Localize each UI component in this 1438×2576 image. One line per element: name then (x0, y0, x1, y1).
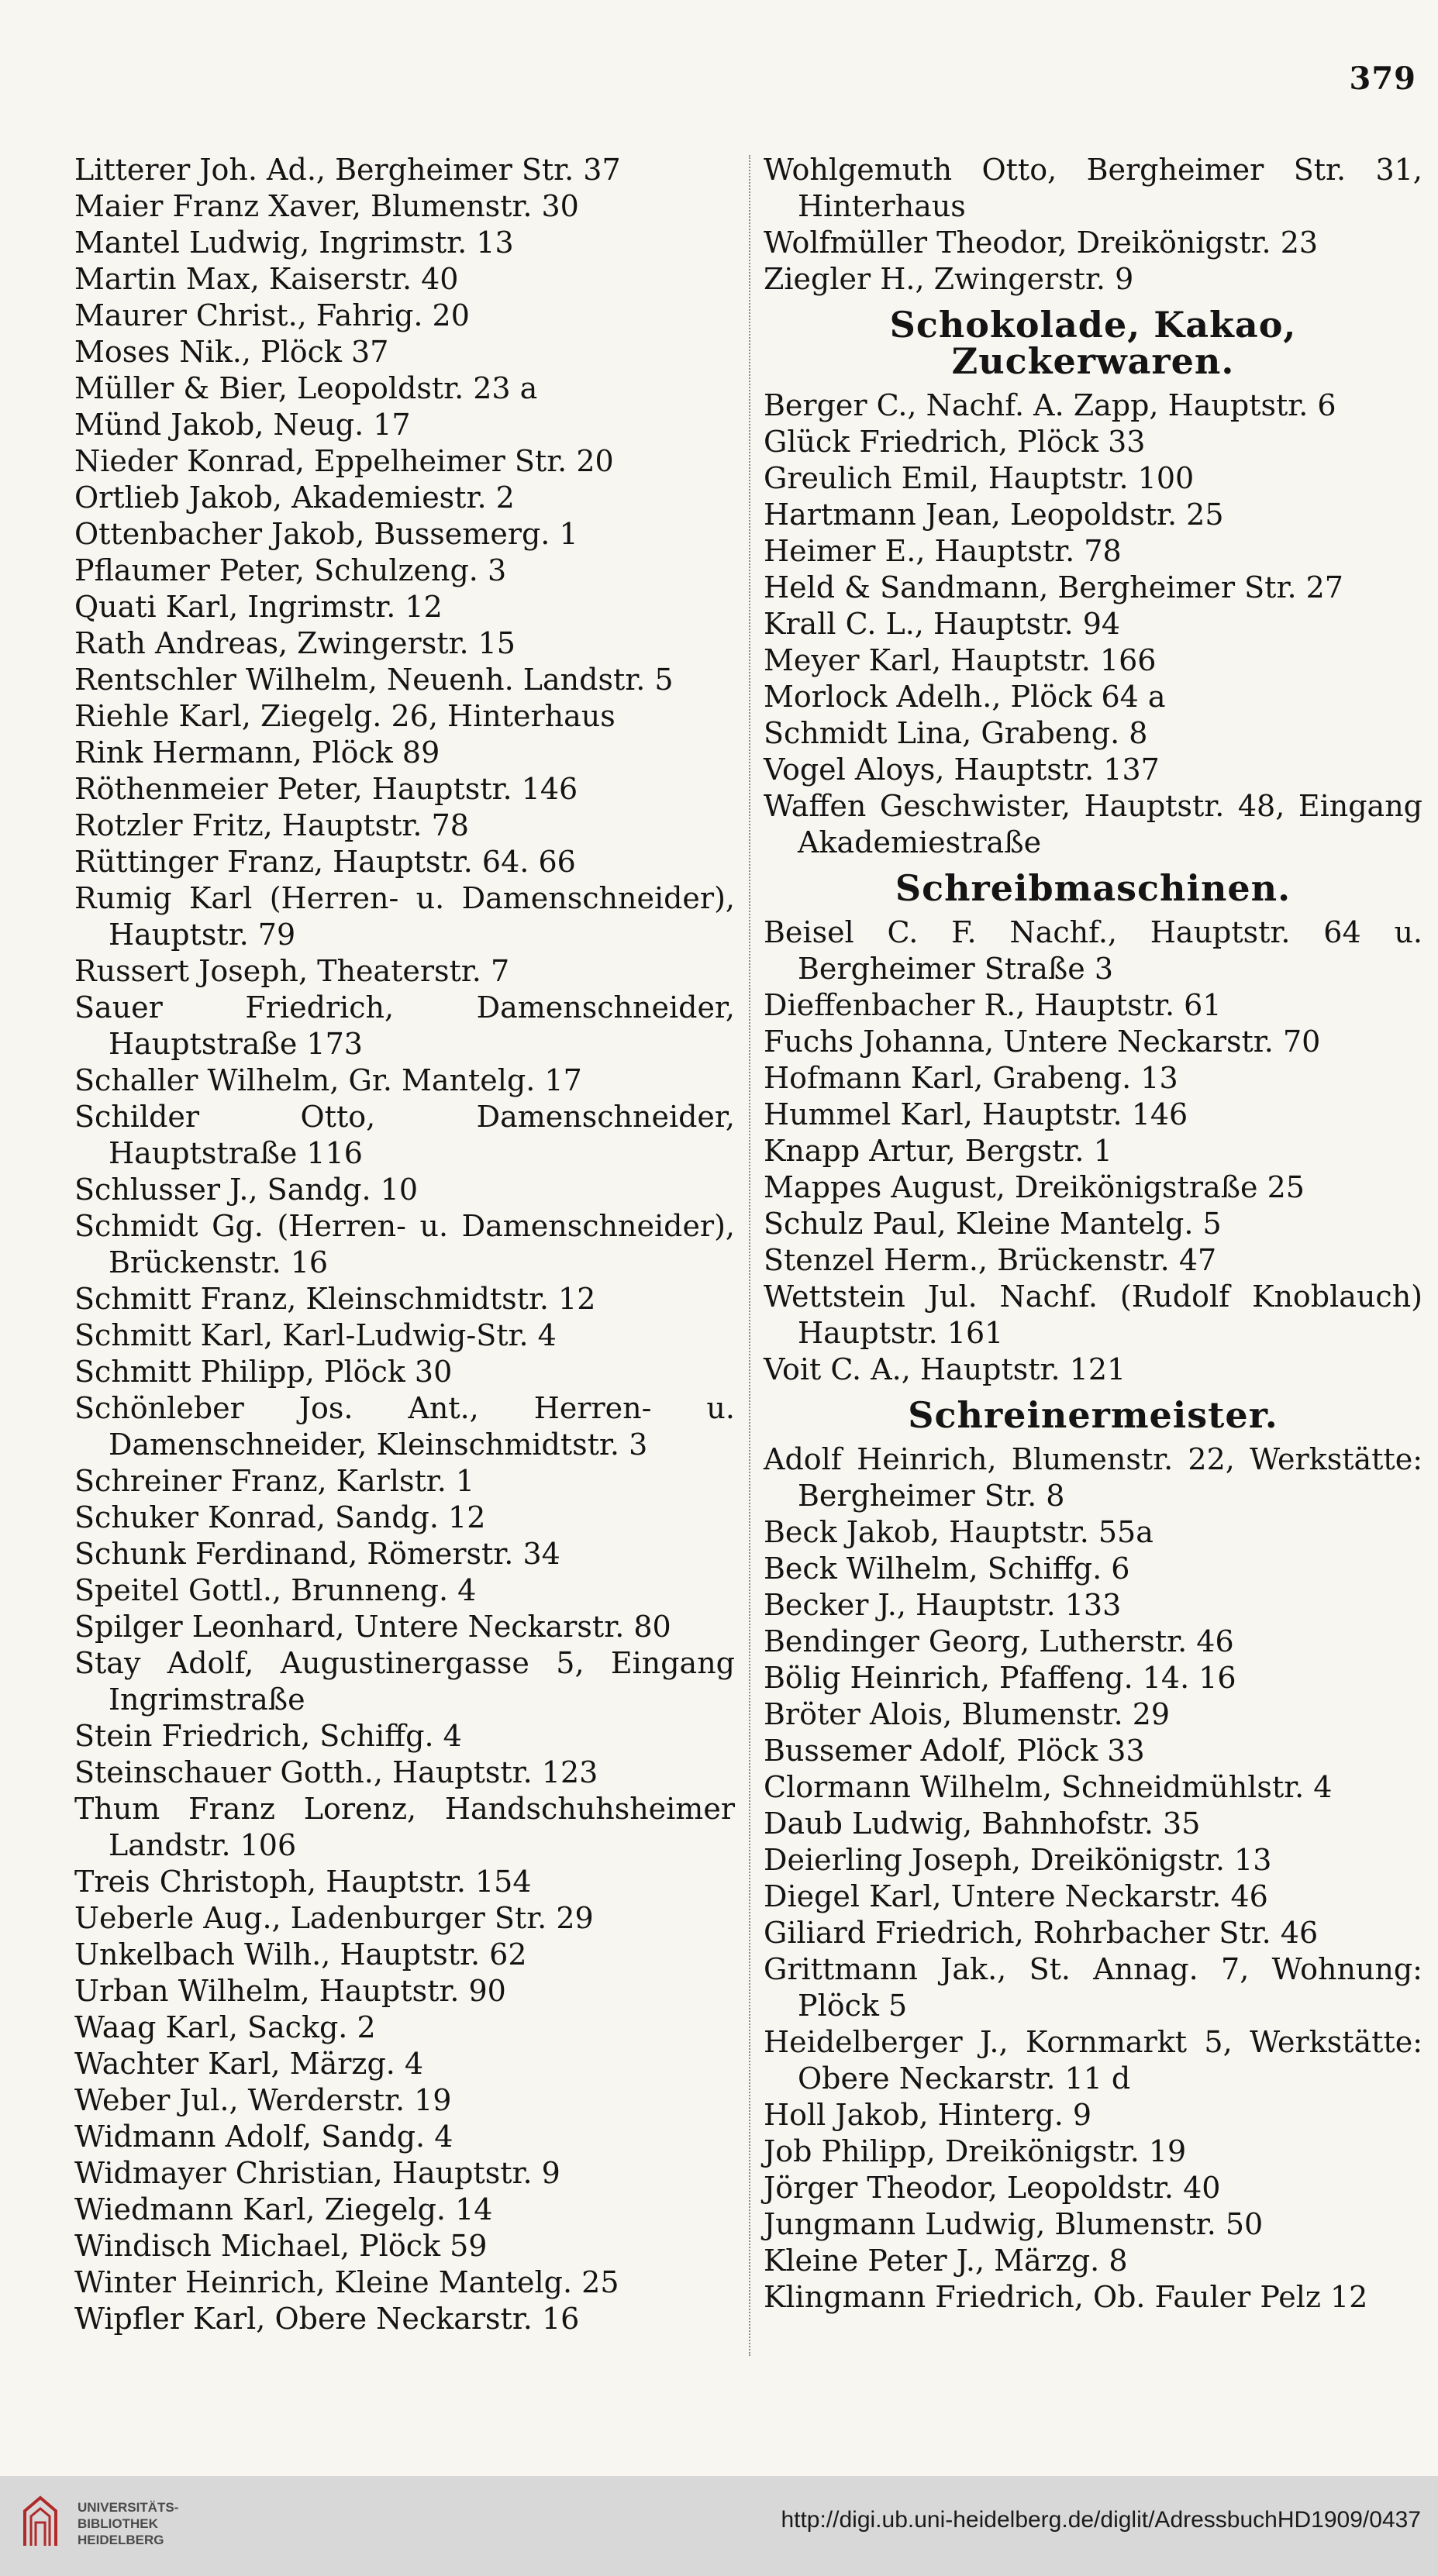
page-number: 379 (1349, 60, 1416, 97)
directory-entry: Stein Friedrich, Schiffg. 4 (74, 1719, 462, 1753)
directory-entry: Steinschauer Gotth., Hauptstr. 123 (74, 1755, 598, 1789)
library-logo-icon (17, 2492, 64, 2554)
directory-entry: Beck Jakob, Hauptstr. 55a (764, 1515, 1154, 1549)
directory-entry: Nieder Konrad, Eppelheimer Str. 20 (74, 444, 614, 478)
directory-entry: Meyer Karl, Hauptstr. 166 (764, 643, 1157, 677)
right-column (764, 152, 1422, 2316)
directory-entry: Krall C. L., Hauptstr. 94 (764, 607, 1121, 641)
directory-entry: Clormann Wilhelm, Schneidmühlstr. 4 (764, 1770, 1333, 1804)
directory-entry: Waffen Geschwister, Hauptstr. 48, Eingang Akademiestraße (764, 789, 1422, 859)
directory-entry: Klingmann Friedrich, Ob. Fauler Pelz 12 (764, 2280, 1368, 2314)
section-heading: Schokolade, Kakao, Zuckerwaren. (889, 304, 1297, 382)
directory-entry: Litterer Joh. Ad., Bergheimer Str. 37 (74, 153, 621, 187)
directory-entry: Rüttinger Franz, Hauptstr. 64. 66 (74, 845, 576, 879)
directory-entry: Weber Jul., Werderstr. 19 (74, 2083, 452, 2117)
directory-entry: Müller & Bier, Leopoldstr. 23 a (74, 371, 538, 405)
directory-entry: Thum Franz Lorenz, Handschuhsheimer Landstr. 106 (74, 1792, 735, 1862)
directory-entry: Diegel Karl, Untere Neckarstr. 46 (764, 1879, 1268, 1913)
directory-entry: Röthenmeier Peter, Hauptstr. 146 (74, 772, 578, 806)
directory-entry: Wiedmann Karl, Ziegelg. 14 (74, 2192, 493, 2226)
directory-entry: Stay Adolf, Augustinergasse 5, Eingang Ingrimstraße (74, 1646, 735, 1717)
directory-entry: Kleine Peter J., Märzg. 8 (764, 2244, 1128, 2278)
directory-entry: Wachter Karl, Märzg. 4 (74, 2047, 424, 2081)
directory-entry: Voit C. A., Hauptstr. 121 (764, 1352, 1126, 1386)
section-heading: Schreibmaschinen. (895, 867, 1291, 909)
directory-entry: Schaller Wilhelm, Gr. Mantelg. 17 (74, 1063, 582, 1097)
directory-entry: Heimer E., Hauptstr. 78 (764, 534, 1122, 568)
directory-entry: Riehle Karl, Ziegelg. 26, Hinterhaus (74, 699, 616, 733)
directory-entry: Spilger Leonhard, Untere Neckarstr. 80 (74, 1610, 671, 1644)
directory-entry: Rumig Karl (Herren- u. Damenschneider), Hauptstr. 79 (74, 881, 735, 952)
directory-entry: Holl Jakob, Hinterg. 9 (764, 2098, 1092, 2132)
directory-entry: Stenzel Herm., Brückenstr. 47 (764, 1243, 1217, 1277)
directory-entry: Schmidt Gg. (Herren- u. Damenschneider), Brückenstr. 16 (74, 1209, 735, 1279)
directory-entry: Wolfmüller Theodor, Dreikönigstr. 23 (764, 226, 1319, 260)
library-name (78, 2499, 178, 2548)
source-url-link[interactable]: http://digi.ub.uni-heidelberg.de/diglit/AdressbuchHD1909/0437 (781, 2507, 1421, 2533)
directory-entry: Maier Franz Xaver, Blumenstr. 30 (74, 189, 579, 223)
directory-entry: Rink Hermann, Plöck 89 (74, 735, 440, 770)
directory-entry: Mappes August, Dreikönigstraße 25 (764, 1170, 1305, 1204)
directory-entry: Giliard Friedrich, Rohrbacher Str. 46 (764, 1916, 1319, 1950)
directory-entry: Ottenbacher Jakob, Bussemerg. 1 (74, 517, 578, 551)
footer-bar (0, 2476, 1438, 2576)
directory-entry: Beck Wilhelm, Schiffg. 6 (764, 1551, 1130, 1586)
directory-entry: Pflaumer Peter, Schulzeng. 3 (74, 553, 507, 587)
directory-entry: Waag Karl, Sackg. 2 (74, 2010, 376, 2044)
directory-entry: Schönleber Jos. Ant., Herren- u. Damenschneider, Kleinschmidtstr. 3 (74, 1391, 735, 1462)
directory-entry: Winter Heinrich, Kleine Mantelg. 25 (74, 2265, 619, 2299)
directory-entry: Glück Friedrich, Plöck 33 (764, 425, 1146, 459)
directory-entry: Bröter Alois, Blumenstr. 29 (764, 1697, 1171, 1731)
directory-entry: Schmitt Philipp, Plöck 30 (74, 1355, 453, 1389)
directory-entry: Bölig Heinrich, Pfaffeng. 14. 16 (764, 1661, 1236, 1695)
directory-entry: Schuker Konrad, Sandg. 12 (74, 1500, 486, 1534)
directory-entry: Bendinger Georg, Lutherstr. 46 (764, 1624, 1234, 1658)
directory-entry: Adolf Heinrich, Blumenstr. 22, Werkstätte: Bergheimer Str. 8 (764, 1442, 1422, 1513)
directory-entry: Wohlgemuth Otto, Bergheimer Str. 31, Hinterhaus (764, 153, 1422, 223)
directory-entry: Hartmann Jean, Leopoldstr. 25 (764, 498, 1224, 532)
directory-entry: Sauer Friedrich, Damenschneider, Hauptstraße 173 (74, 990, 735, 1061)
directory-entry: Schmidt Lina, Grabeng. 8 (764, 716, 1148, 750)
directory-entry: Schreiner Franz, Karlstr. 1 (74, 1464, 475, 1498)
directory-entry: Heidelberger J., Kornmarkt 5, Werkstätte: Obere Neckarstr. 11 d (764, 2025, 1422, 2096)
directory-entry: Hofmann Karl, Grabeng. 13 (764, 1061, 1178, 1095)
directory-entry: Münd Jakob, Neug. 17 (74, 408, 411, 442)
directory-entry: Ziegler H., Zwingerstr. 9 (764, 262, 1134, 296)
directory-entry: Fuchs Johanna, Untere Neckarstr. 70 (764, 1025, 1321, 1059)
directory-entry: Jungmann Ludwig, Blumenstr. 50 (764, 2207, 1264, 2241)
directory-entry: Schunk Ferdinand, Römerstr. 34 (74, 1537, 560, 1571)
directory-entry: Morlock Adelh., Plöck 64 a (764, 680, 1166, 714)
directory-entry: Windisch Michael, Plöck 59 (74, 2229, 488, 2263)
directory-entry: Speitel Gottl., Brunneng. 4 (74, 1573, 477, 1607)
library-name-line: HEIDELBERG (78, 2533, 164, 2547)
directory-entry: Schlusser J., Sandg. 10 (74, 1173, 418, 1207)
directory-entry: Widmayer Christian, Hauptstr. 9 (74, 2156, 560, 2190)
directory-entry: Wipfler Karl, Obere Neckarstr. 16 (74, 2302, 580, 2336)
directory-entry: Russert Joseph, Theaterstr. 7 (74, 954, 510, 988)
directory-entry: Rentschler Wilhelm, Neuenh. Landstr. 5 (74, 663, 674, 697)
column-divider (749, 155, 750, 2356)
directory-entry: Rath Andreas, Zwingerstr. 15 (74, 626, 516, 660)
directory-entry: Berger C., Nachf. A. Zapp, Hauptstr. 6 (764, 388, 1336, 422)
directory-entry: Grittmann Jak., St. Annag. 7, Wohnung: Plöck 5 (764, 1952, 1422, 2023)
directory-entry: Knapp Artur, Bergstr. 1 (764, 1134, 1112, 1168)
directory-entry: Schmitt Karl, Karl-Ludwig-Str. 4 (74, 1318, 557, 1352)
directory-entry: Quati Karl, Ingrimstr. 12 (74, 590, 443, 624)
directory-entry: Rotzler Fritz, Hauptstr. 78 (74, 808, 469, 842)
directory-entry: Hummel Karl, Hauptstr. 146 (764, 1097, 1188, 1131)
directory-entry: Bussemer Adolf, Plöck 33 (764, 1734, 1145, 1768)
directory-entry: Mantel Ludwig, Ingrimstr. 13 (74, 226, 514, 260)
directory-entry: Ortlieb Jakob, Akademiestr. 2 (74, 480, 515, 515)
directory-entry: Dieffenbacher R., Hauptstr. 61 (764, 988, 1222, 1022)
directory-entry: Job Philipp, Dreikönigstr. 19 (764, 2134, 1187, 2168)
directory-entry: Schmitt Franz, Kleinschmidtstr. 12 (74, 1282, 596, 1316)
directory-entry: Martin Max, Kaiserstr. 40 (74, 262, 459, 296)
directory-entry: Schulz Paul, Kleine Mantelg. 5 (764, 1207, 1222, 1241)
directory-entry: Vogel Aloys, Hauptstr. 137 (764, 752, 1160, 787)
directory-entry: Jörger Theodor, Leopoldstr. 40 (764, 2171, 1221, 2205)
directory-entry: Daub Ludwig, Bahnhofstr. 35 (764, 1806, 1201, 1841)
directory-entry: Moses Nik., Plöck 37 (74, 335, 389, 369)
directory-entry: Wettstein Jul. Nachf. (Rudolf Knoblauch) Hauptstr. 161 (764, 1279, 1422, 1350)
directory-entry: Deierling Joseph, Dreikönigstr. 13 (764, 1843, 1272, 1877)
directory-entry: Treis Christoph, Hauptstr. 154 (74, 1865, 532, 1899)
library-name-line: BIBLIOTHEK (78, 2516, 158, 2531)
left-column (74, 152, 735, 2337)
directory-entry: Widmann Adolf, Sandg. 4 (74, 2120, 453, 2154)
library-name-line: UNIVERSITÄTS- (78, 2500, 179, 2515)
directory-entry: Greulich Emil, Hauptstr. 100 (764, 461, 1195, 495)
directory-entry: Maurer Christ., Fahrig. 20 (74, 298, 470, 332)
directory-entry: Unkelbach Wilh., Hauptstr. 62 (74, 1937, 527, 1972)
directory-entry: Becker J., Hauptstr. 133 (764, 1588, 1122, 1622)
directory-entry: Beisel C. F. Nachf., Hauptstr. 64 u. Bergheimer Straße 3 (764, 915, 1422, 986)
directory-entry: Ueberle Aug., Ladenburger Str. 29 (74, 1901, 594, 1935)
directory-entry: Held & Sandmann, Bergheimer Str. 27 (764, 570, 1343, 604)
section-heading: Schreinermeister. (908, 1394, 1278, 1436)
directory-entry: Schilder Otto, Damenschneider, Hauptstraße 116 (74, 1100, 735, 1170)
directory-entry: Urban Wilhelm, Hauptstr. 90 (74, 1974, 506, 2008)
